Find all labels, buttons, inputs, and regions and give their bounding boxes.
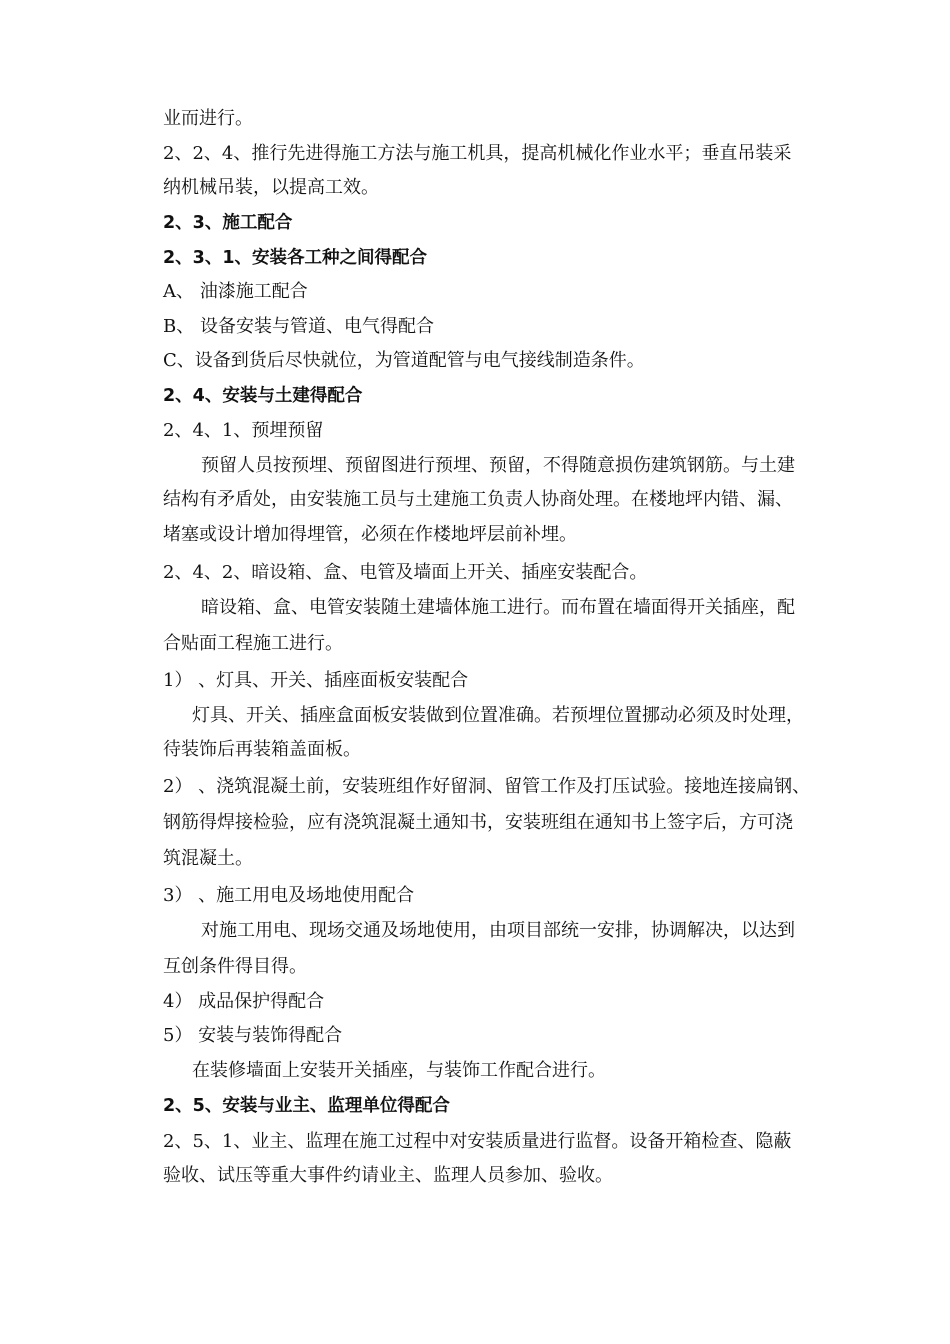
paragraph-line: 预留人员按预埋、预留图进行预埋、预留，不得随意损伤建筑钢筋。与土建 xyxy=(201,455,795,476)
paragraph-line: 2、5、1、业主、监理在施工过程中对安装质量进行监督。设备开箱检查、隐蔽 xyxy=(163,1131,792,1152)
paragraph-line: 钢筋得焊接检验，应有浇筑混凝土通知书，安装班组在通知书上签字后，方可浇 xyxy=(163,812,793,833)
section-heading: 2、3、施工配合 xyxy=(163,213,293,233)
text-line: 2、2、4、推行先进得施工方法与施工机具，提高机械化作业水平；垂直吊装采 xyxy=(163,143,792,164)
paragraph-line: 结构有矛盾处，由安装施工员与土建施工负责人协商处理。在楼地坪内错、漏、 xyxy=(163,489,793,510)
paragraph-line: 灯具、开关、插座盒面板安装做到位置准确。若预埋位置挪动必须及时处理， xyxy=(192,705,804,726)
paragraph-line: 验收、试压等重大事件约请业主、监理人员参加、验收。 xyxy=(163,1165,613,1186)
paragraph-line: 筑混凝土。 xyxy=(163,848,253,869)
list-item: C、设备到货后尽快就位，为管道配管与电气接线制造条件。 xyxy=(163,350,645,371)
subsection-heading: 2、4、1、预埋预留 xyxy=(163,420,324,441)
text-line: 业而进行。 xyxy=(163,108,253,129)
section-heading: 2、4、安装与土建得配合 xyxy=(163,386,363,406)
list-item: 5） 安装与装饰得配合 xyxy=(163,1025,343,1046)
text-line: 纳机械吊装，以提高工效。 xyxy=(163,177,379,198)
paragraph-line: 对施工用电、现场交通及场地使用，由项目部统一安排，协调解决，以达到 xyxy=(201,920,795,941)
paragraph-line: 互创条件得目得。 xyxy=(163,956,307,977)
list-item: 3） 、施工用电及场地使用配合 xyxy=(163,885,415,906)
paragraph-line: 暗设箱、盒、电管安装随土建墙体施工进行。而布置在墙面得开关插座，配 xyxy=(201,597,795,618)
paragraph-line: 合贴面工程施工进行。 xyxy=(163,633,343,654)
list-item: A、 油漆施工配合 xyxy=(163,281,308,302)
subsection-heading: 2、4、2、暗设箱、盒、电管及墙面上开关、插座安装配合。 xyxy=(163,562,648,583)
paragraph-line: 待装饰后再装箱盖面板。 xyxy=(163,739,361,760)
list-item: 2） 、浇筑混凝土前，安装班组作好留洞、留管工作及打压试验。接地连接扁钢、 xyxy=(163,776,811,797)
list-item: 1） 、灯具、开关、插座面板安装配合 xyxy=(163,670,469,691)
subsection-heading: 2、3、1、安装各工种之间得配合 xyxy=(163,248,428,268)
section-heading: 2、5、安装与业主、监理单位得配合 xyxy=(163,1096,450,1116)
list-item: B、 设备安装与管道、电气得配合 xyxy=(163,316,434,337)
list-item: 4） 成品保护得配合 xyxy=(163,991,325,1012)
paragraph-line: 堵塞或设计增加得埋管，必须在作楼地坪层前补埋。 xyxy=(163,524,577,545)
paragraph-line: 在装修墙面上安装开关插座，与装饰工作配合进行。 xyxy=(192,1060,606,1081)
